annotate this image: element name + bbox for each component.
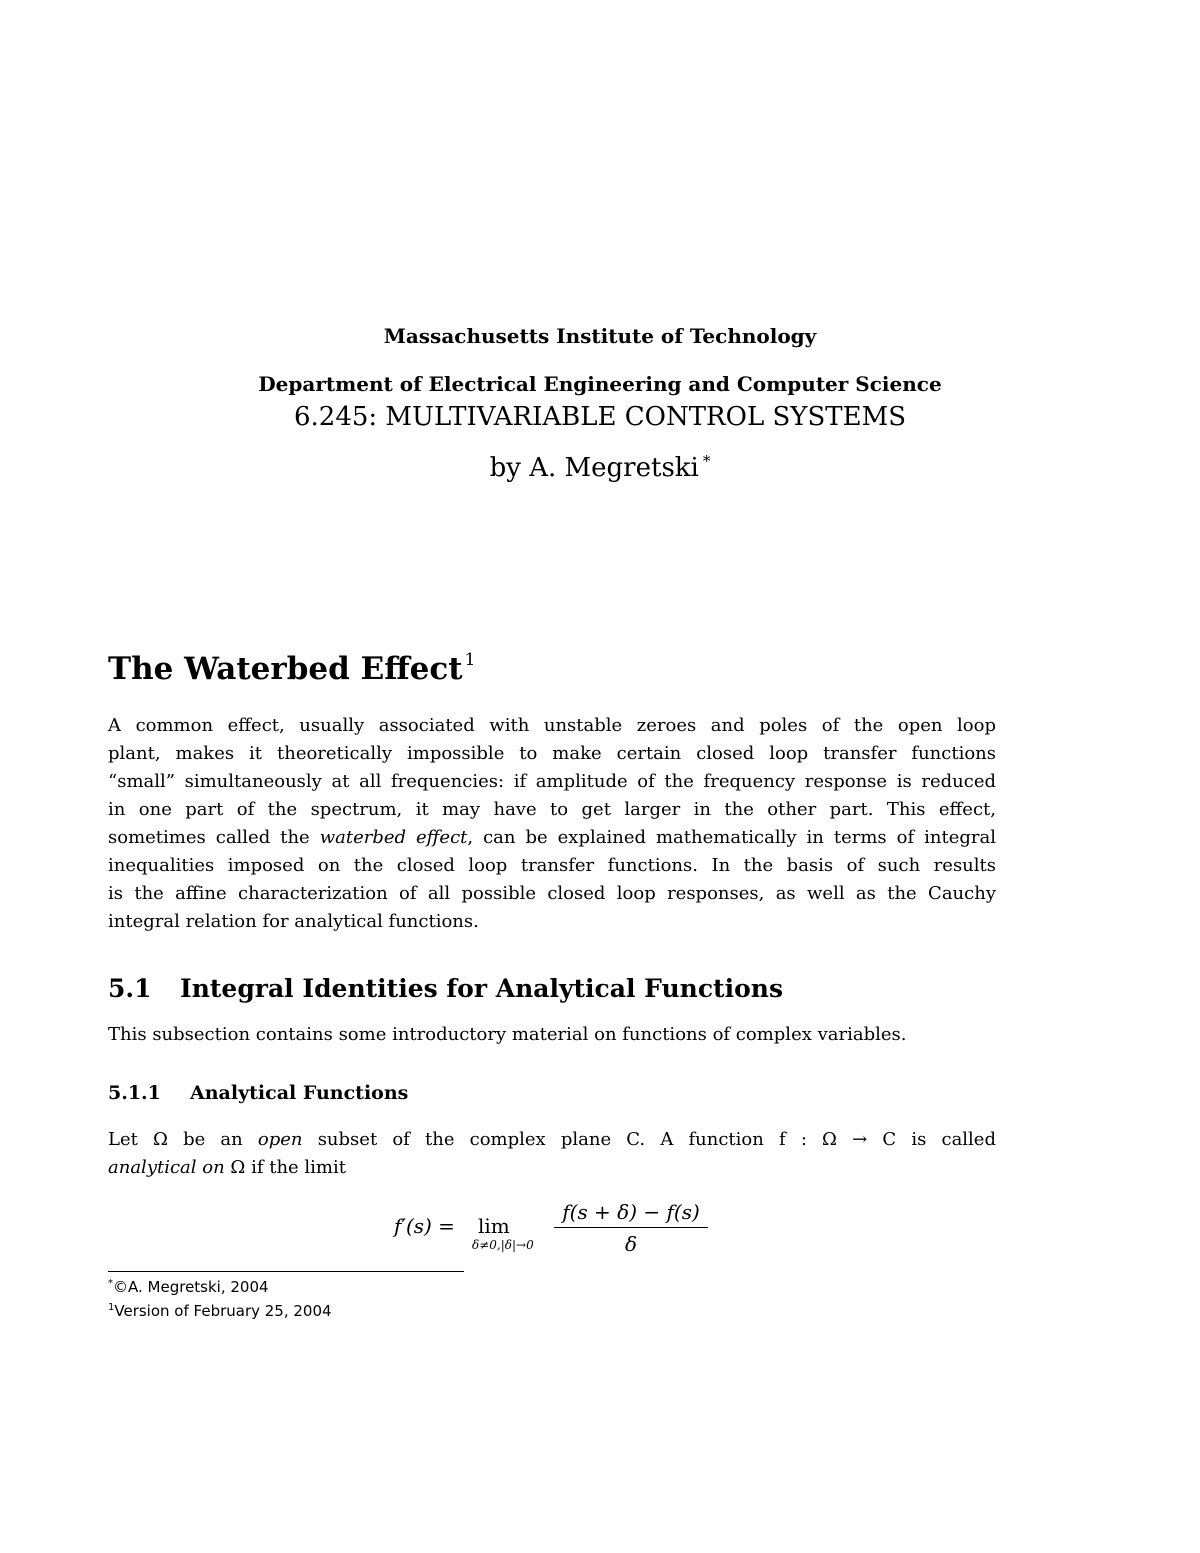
intro-line — [108, 824, 996, 852]
equation-denominator: δ — [624, 1232, 638, 1256]
author-name: by A. Megretski — [489, 453, 699, 483]
author-line — [0, 452, 1200, 483]
intro-line: A common effect, usually associated with unstable zeroes and poles of the open loop — [108, 715, 996, 736]
intro-paragraph — [108, 712, 996, 936]
section-paragraph: This subsection contains some introductory material on functions of complex variables. — [108, 1024, 907, 1045]
course-title: 6.245: MULTIVARIABLE CONTROL SYSTEMS — [293, 402, 907, 432]
definition-line — [108, 1154, 996, 1182]
intro-line: plant, makes it theoretically impossible to make certain closed loop transfer functions — [108, 743, 996, 764]
section-number: 5.1 — [108, 974, 152, 1003]
footnote-rule — [108, 1271, 464, 1272]
chapter-footnote-mark: 1 — [464, 650, 476, 670]
footnote — [108, 1278, 269, 1296]
definition-line — [108, 1126, 996, 1154]
intro-text: sometimes called the — [108, 827, 320, 848]
emphasis-waterbed: waterbed effect — [319, 827, 468, 848]
section-heading — [108, 974, 783, 1003]
subsection-number: 5.1.1 — [108, 1082, 161, 1104]
intro-line: inequalities imposed on the closed loop transfer functions. In the basis of such results — [108, 855, 996, 876]
equation-limit: lim — [478, 1214, 510, 1238]
definition-text: subset of the complex plane C. A function f : Ω → C is called — [302, 1129, 996, 1150]
subsection-heading — [108, 1082, 408, 1104]
intro-text: , can be explained mathematically in terms of integral — [467, 827, 996, 848]
intro-line: “small” simultaneously at all frequencies: if amplitude of the frequency response is reduced — [108, 771, 996, 792]
author-footnote-mark: * — [702, 452, 711, 470]
footnote-mark: * — [108, 1278, 113, 1289]
equation-lhs: f′(s) = — [394, 1214, 455, 1238]
emphasis-analytical: analytical on — [108, 1157, 225, 1178]
subsection-title: Analytical Functions — [190, 1082, 409, 1104]
intro-line: is the affine characterization of all possible closed loop responses, as well as the Cauchy — [108, 883, 996, 904]
chapter-title — [108, 650, 475, 687]
fraction-bar — [554, 1227, 708, 1228]
footnote — [108, 1302, 332, 1320]
definition-text: Let Ω be an — [108, 1129, 258, 1150]
derivative-equation — [390, 1196, 720, 1266]
footnote-text: ©A. Megretski, 2004 — [113, 1278, 269, 1296]
footnote-text: Version of February 25, 2004 — [114, 1302, 332, 1320]
equation-limit-subscript: δ≠0,|δ|→0 — [472, 1238, 534, 1252]
institution-name: Massachusetts Institute of Technology — [383, 324, 817, 348]
department-name: Department of Electrical Engineering and Computer Science — [258, 372, 942, 396]
chapter-title-text: The Waterbed Effect — [108, 651, 463, 687]
intro-line: integral relation for analytical functions. — [108, 911, 479, 932]
definition-paragraph — [108, 1126, 996, 1182]
section-title: Integral Identities for Analytical Functions — [180, 974, 784, 1003]
intro-line: in one part of the spectrum, it may have to get larger in the other part. This effect, — [108, 799, 996, 820]
definition-text: Ω if the limit — [224, 1157, 346, 1178]
emphasis-open: open — [257, 1129, 303, 1150]
equation-numerator: f(s + δ) − f(s) — [562, 1200, 700, 1224]
footnote-mark: 1 — [108, 1302, 115, 1313]
